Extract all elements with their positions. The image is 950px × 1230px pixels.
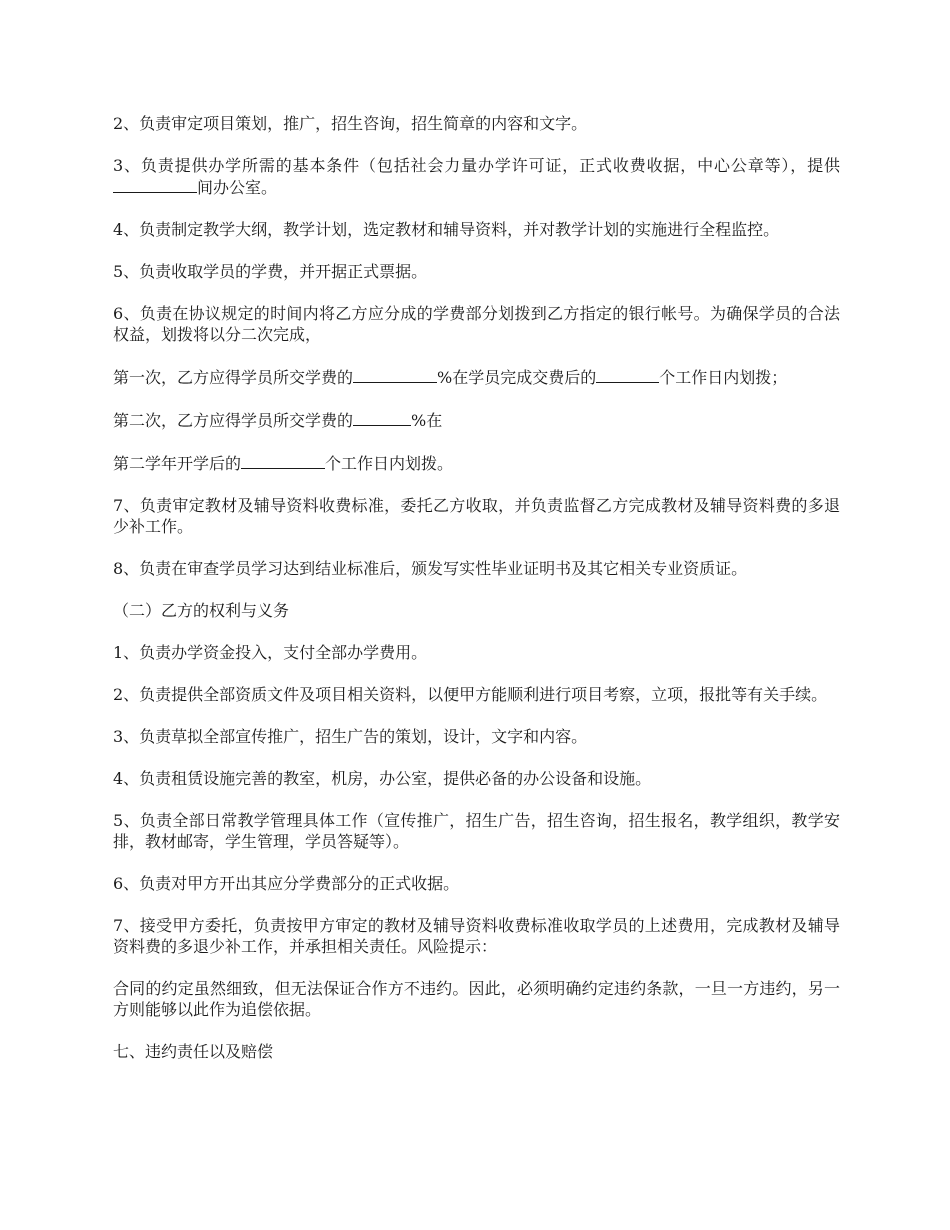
clause-text: 5、负责全部日常教学管理具体工作（宣传推广，招生广告，招生咨询，招生报名，教学组织，教学安排，教材邮寄，学生管理，学员答疑等）。 [113,811,840,851]
clause-a-5 [113,261,840,282]
clause-a-6 [113,303,840,345]
clause-text: 4、负责制定教学大纲，教学计划，选定教材和辅导资料，并对教学计划的实施进行全程监控。 [113,220,780,239]
first-transfer [113,366,840,388]
clause-b-6 [113,873,840,894]
clause-a-4 [113,219,840,240]
clause-text: 4、负责租赁设施完善的教室，机房，办公室，提供必备的办公设备和设施。 [113,769,652,788]
clause-text: 第二次，乙方应得学员所交学费的 [113,411,354,430]
clause-text: 6、负责对甲方开出其应分学费部分的正式收据。 [113,874,460,893]
section-heading: 七、违约责任以及赔偿 [113,1042,274,1061]
clause-a-7 [113,495,840,537]
first-days-blank [596,366,659,383]
clause-b-4 [113,768,840,789]
clause-text: 第一次，乙方应得学员所交学费的 [113,368,354,387]
clause-a-2 [113,113,840,134]
first-percent-blank [353,366,437,383]
risk-note [113,978,840,1020]
clause-text: 5、负责收取学员的学费，并开据正式票据。 [113,262,428,281]
clause-text: 个工作日内划拨； [659,368,788,387]
clause-text: %在 [411,411,443,430]
clause-text: 7、接受甲方委托，负责按甲方审定的教材及辅导资料收费标准收取学员的上述费用，完成教材及辅导资料费的多退少补工作，并承担相关责任。风险提示： [113,916,840,956]
section-heading-breach [113,1041,840,1062]
clause-text: 6、负责在协议规定的时间内将乙方应分成的学费部分划拨到乙方指定的银行帐号。为确保学员的合法权益，划拨将以分二次完成， [113,304,840,344]
second-percent-blank [353,409,411,426]
clause-text: 合同的约定虽然细致，但无法保证合作方不违约。因此，必须明确约定违约条款，一旦一方违约，另一方则能够以此作为追偿依据。 [113,979,840,1019]
clause-a-8 [113,558,840,579]
clause-b-1 [113,642,840,663]
clause-text: 7、负责审定教材及辅导资料收费标准，委托乙方收取，并负责监督乙方完成教材及辅导资料费的多退少补工作。 [113,496,840,536]
second-transfer-timing [113,452,840,474]
clause-b-3 [113,726,840,747]
clause-b-5 [113,810,840,852]
clause-text: 8、负责在审查学员学习达到结业标准后，颁发写实性毕业证明书及其它相关专业资质证。 [113,559,748,578]
clause-b-2 [113,684,840,705]
clause-a-3 [113,155,840,198]
clause-text: 2、负责审定项目策划，推广，招生咨询，招生简章的内容和文字。 [113,114,588,133]
second-transfer [113,409,840,431]
clause-text: 3、负责提供办学所需的基本条件（包括社会力量办学许可证，正式收费收据，中心公章等），提供 [113,156,840,175]
clause-text: 个工作日内划拨。 [325,454,454,473]
clause-text: 1、负责办学资金投入，支付全部办学费用。 [113,643,428,662]
section-heading: （二）乙方的权利与义务 [113,601,290,620]
clause-b-7 [113,915,840,957]
clause-text: %在学员完成交费后的 [437,368,597,387]
office-count-blank [113,176,197,193]
second-days-blank [241,452,325,469]
section-heading-party-b [113,600,840,621]
clause-text: 间办公室。 [197,178,278,197]
clause-text: 3、负责草拟全部宣传推广，招生广告的策划，设计，文字和内容。 [113,727,588,746]
clause-text: 第二学年开学后的 [113,454,242,473]
clause-text: 2、负责提供全部资质文件及项目相关资料，以便甲方能顺利进行项目考察，立项，报批等有关手续。 [113,685,828,704]
